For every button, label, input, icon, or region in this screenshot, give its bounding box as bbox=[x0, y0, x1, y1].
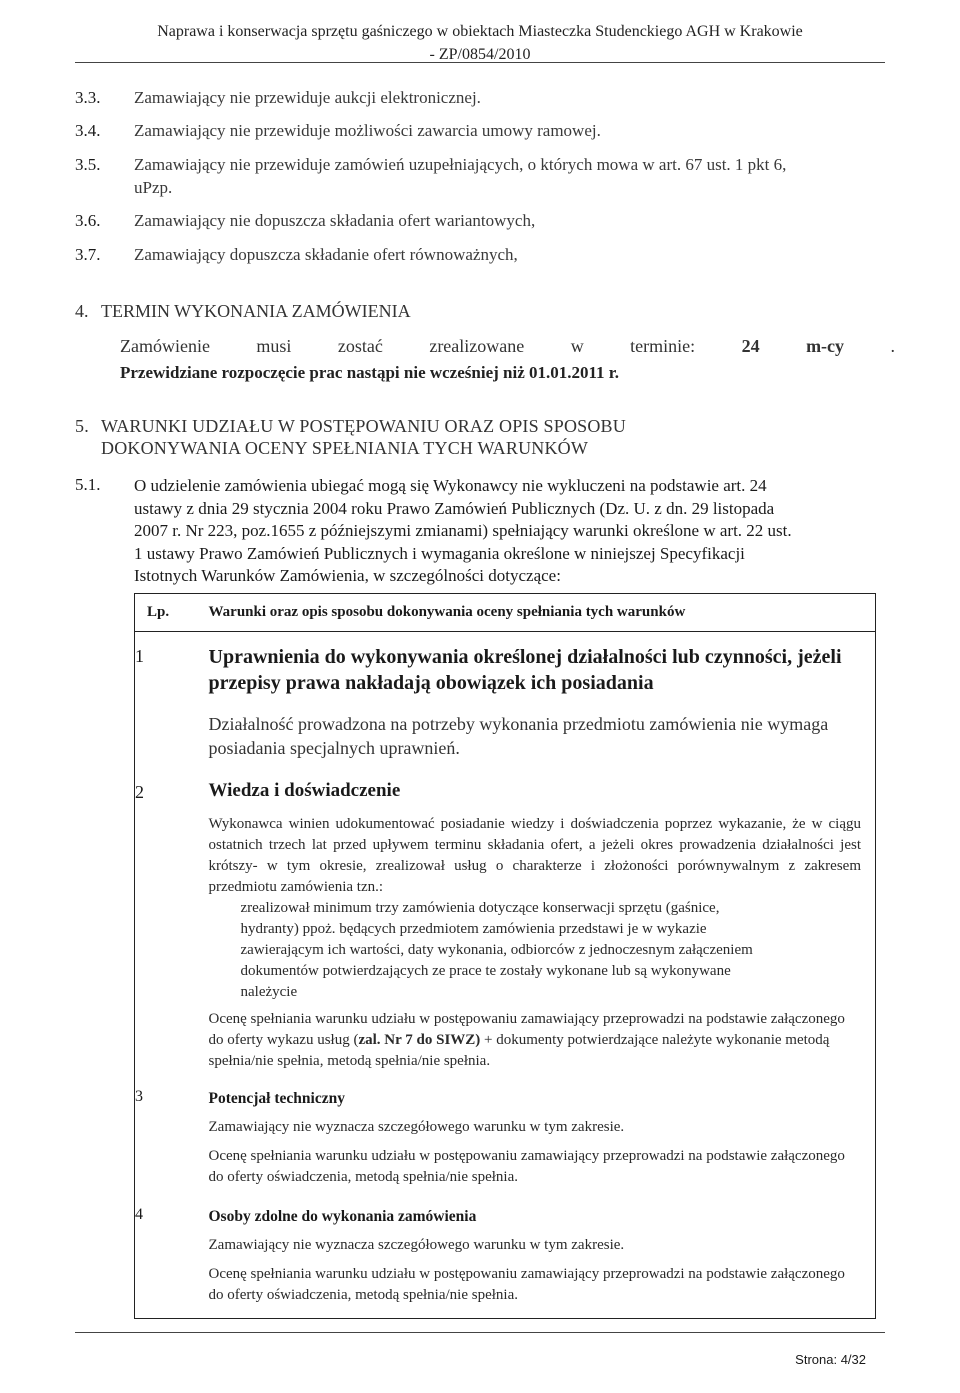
subsection-number: 5.1. bbox=[75, 475, 101, 494]
conditions-table bbox=[134, 593, 876, 1319]
row-content bbox=[197, 1078, 876, 1194]
text-line: Istotnych Warunków Zamówienia, w szczególności dotyczące: bbox=[134, 566, 561, 585]
section4-term-line bbox=[120, 336, 895, 357]
text-line: 1 ustawy Prawo Zamówień Publicznych i wymagania określone w niniejszej Specyfikacji bbox=[134, 543, 745, 563]
text-line: ustawy z dnia 29 stycznia 2004 roku Prawo Zamówień Publicznych (Dz. U. z dn. 29 listopada bbox=[134, 498, 775, 518]
header-ref: - ZP/0854/2010 bbox=[429, 46, 531, 63]
item-text: Zamawiający nie przewiduje aukcji elektronicznej. bbox=[134, 88, 481, 107]
term-word: musi bbox=[256, 336, 292, 356]
section4-start-date: Przewidziane rozpoczęcie prac nastąpi nie wcześniej niż 01.01.2011 r. bbox=[120, 363, 620, 382]
item-number: 3.5. bbox=[75, 155, 101, 174]
item-number: 3.4. bbox=[75, 121, 101, 140]
footer-divider bbox=[75, 1332, 885, 1333]
text-line: O udzielenie zamówienia ubiegać mogą się Wykonawcy nie wykluczeni na podstawie art. 24 bbox=[134, 476, 767, 495]
subsection-text bbox=[134, 475, 894, 588]
row-title: Osoby zdolne do wykonania zamówienia bbox=[208, 1208, 477, 1225]
row-text: Wykonawca winien udokumentować posiadanie wiedzy i doświadczenia poprzez wykazanie, że w ciągu ostatnich trzech lat przed upływem terminu składania ofert, a jeżeli okres prowadzenia działalności jest krótszy- w tym okresie, zrealizował usług o charakterze i złożoności porównywalnym z zakresem przedmiotu zamówienia tzn.: bbox=[208, 816, 861, 895]
item-text: Zamawiający nie dopuszcza składania ofert wariantowych, bbox=[134, 211, 536, 230]
page-number: Strona: 4/32 bbox=[795, 1352, 866, 1367]
term-word: Zamówienie bbox=[120, 336, 210, 356]
section5-title-line1: WARUNKI UDZIAŁU W POSTĘPOWANIU ORAZ OPIS SPOSOBU bbox=[101, 416, 626, 436]
table-row bbox=[135, 776, 876, 1078]
row-title: Potencjał techniczny bbox=[208, 1090, 345, 1107]
row-evaluation: Ocenę spełniania warunku udziału w postępowaniu zamawiający przeprowadzi na podstawie załączonego do oferty oświadczenia, metodą spełnia/nie spełnia. bbox=[208, 1266, 845, 1303]
table-header-row bbox=[135, 594, 876, 632]
row-content bbox=[197, 1194, 876, 1319]
section5-title-line2: DOKONYWANIA OCENY SPEŁNIANIA TYCH WARUNKÓW bbox=[101, 438, 589, 458]
row-evaluation: Ocenę spełniania warunku udziału w postępowaniu zamawiający przeprowadzi na podstawie załączonego do oferty oświadczenia, metodą spełnia/nie spełnia. bbox=[208, 1148, 845, 1185]
term-word: zostać bbox=[337, 336, 383, 356]
row-content bbox=[197, 632, 876, 777]
row-content bbox=[197, 776, 876, 1078]
row-number: 2 bbox=[135, 782, 144, 802]
header-divider bbox=[75, 62, 885, 63]
section4-number: 4. bbox=[75, 301, 89, 321]
item-number: 3.6. bbox=[75, 211, 101, 230]
table-row bbox=[135, 1194, 876, 1319]
term-word: zrealizowane bbox=[429, 336, 525, 356]
row-title: Uprawnienia do wykonywania określonej działalności lub czynności, jeżeli przepisy prawa nakładają obowiązek ich posiadania bbox=[208, 646, 842, 694]
item-number: 3.3. bbox=[75, 88, 101, 107]
eval-text: + dokumenty potwierdzające należyte wykonanie metodą spełnia/nie spełnia, metodą spełnia/nie spełnia. bbox=[208, 1032, 830, 1069]
row-text: Zamawiający nie wyznacza szczegółowego warunku w tym zakresie. bbox=[208, 1119, 625, 1135]
item-text: Zamawiający nie przewiduje zamówień uzupełniających, o których mowa w art. 67 ust. 1 pkt 6, bbox=[134, 155, 787, 174]
row-evaluation bbox=[209, 1009, 862, 1072]
row-indented-text: zrealizował minimum trzy zamówienia dotyczące konserwacji sprzętu (gaśnice, hydranty) ppoż. będących przedmiotem zamówienia przedstawi je w wykazie zawierającym ich wartości, daty wykonania, odbiorców z jednoczesnym załączeniem dokumentów potwierdzających ze prace te zostały wykonane lub są wykonywane należycie bbox=[240, 900, 753, 1000]
column-header-conditions: Warunki oraz opis sposobu dokonywania oceny spełniania tych warunków bbox=[197, 594, 876, 632]
term-value: 24 bbox=[741, 336, 760, 356]
item-number: 3.7. bbox=[75, 245, 101, 264]
term-word: terminie: bbox=[630, 336, 696, 356]
section4-title: TERMIN WYKONANIA ZAMÓWIENIA bbox=[101, 301, 411, 321]
page-header bbox=[0, 20, 960, 66]
term-word: w bbox=[570, 336, 584, 356]
row-title: Wiedza i doświadczenie bbox=[208, 780, 401, 801]
table-row bbox=[135, 632, 876, 777]
term-dot: . bbox=[890, 336, 895, 356]
eval-text: Ocenę spełniania warunku udziału w postępowaniu zamawiający przeprowadzi na podstawie załączonego do oferty wykazu usług ( bbox=[208, 1011, 845, 1048]
text-line: 2007 r. Nr 223, poz.1655 z późniejszymi zmianami) spełniający warunki określone w art. 22 ust. bbox=[134, 521, 792, 540]
item-text-cont: uPzp. bbox=[134, 178, 173, 197]
row-text: Działalność prowadzona na potrzeby wykonania przedmiotu zamówienia nie wymaga posiadania specjalnych uprawnień. bbox=[208, 714, 829, 758]
table-row bbox=[135, 1078, 876, 1194]
row-text: Zamawiający nie wyznacza szczegółowego warunku w tym zakresie. bbox=[208, 1237, 625, 1253]
column-header-lp: Lp. bbox=[135, 594, 197, 632]
item-text: Zamawiający nie przewiduje możliwości zawarcia umowy ramowej. bbox=[134, 121, 601, 140]
eval-attachment-ref: zal. Nr 7 do SIWZ) bbox=[358, 1032, 481, 1048]
row-number: 3 bbox=[135, 1088, 143, 1105]
row-number: 1 bbox=[135, 646, 144, 666]
row-number: 4 bbox=[135, 1206, 143, 1223]
header-title: Naprawa i konserwacja sprzętu gaśniczego w obiektach Miasteczka Studenckiego AGH w Krakowie bbox=[157, 23, 803, 40]
term-unit: m-cy bbox=[806, 336, 845, 356]
item-text: Zamawiający dopuszcza składanie ofert równoważnych, bbox=[134, 245, 518, 264]
section5-number: 5. bbox=[75, 416, 89, 436]
